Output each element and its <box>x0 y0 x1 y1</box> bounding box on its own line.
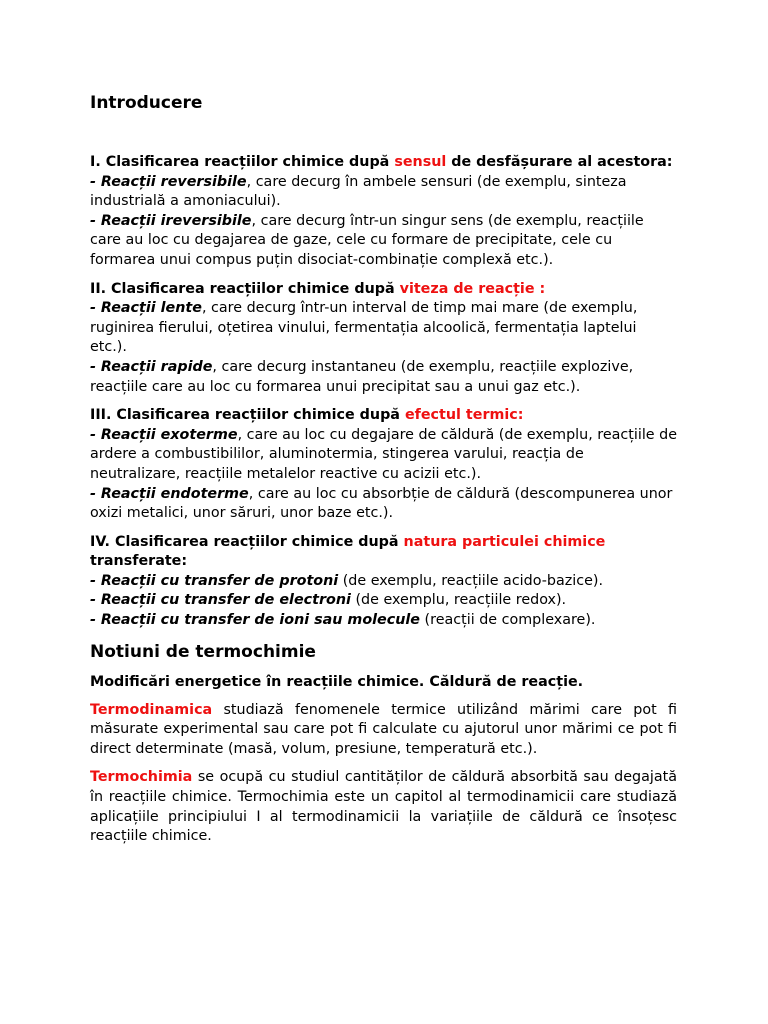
paragraph-term: Termochimia <box>90 769 193 786</box>
section-sens <box>90 153 677 271</box>
heading-suffix: de desfășurare al acestora: <box>446 154 673 170</box>
heading-highlight: sensul <box>394 154 447 170</box>
thermo-subtitle: Modificări energetice în reacțiile chimice. Căldură de reacție. <box>90 673 584 690</box>
item-text: , care decurg într-un singur sens (de exemplu, reacțiile care au loc cu degajarea de gaze, cele cu formare de precipitate, cele cu formarea unui compus puțin disociat-combinație complexă etc.). <box>90 212 644 268</box>
item-text: (de exemplu, reacțiile acido-bazice). <box>338 572 603 589</box>
item-term: - Reacții reversibile <box>90 173 247 190</box>
list-item <box>90 299 677 358</box>
item-text: , care au loc cu absorbție de căldură (descompunerea unor oxizi metalici, unor săruri, unor baze etc.). <box>90 485 673 522</box>
item-term: - Reacții exoterme <box>90 426 238 443</box>
heading-highlight: efectul termic: <box>404 407 524 424</box>
paragraph-term: Termodinamica <box>90 701 213 718</box>
list-item <box>90 572 677 592</box>
section-heading <box>90 406 677 426</box>
document-page <box>90 91 677 856</box>
heading-suffix: transferate: <box>90 553 188 570</box>
heading-prefix: IV. Clasificarea reacțiilor chimice după <box>90 533 404 550</box>
list-item <box>90 611 677 631</box>
item-text: , care decurg în ambele sensuri (de exemplu, sinteza industrială a amoniacului). <box>90 173 627 210</box>
item-text: , care decurg instantaneu (de exemplu, reacțiile explozive, reacțiile care au loc cu formarea unui precipitat sau a unui gaz etc.). <box>90 358 634 395</box>
paragraph-termochimia <box>90 768 677 846</box>
section-heading <box>90 280 677 300</box>
section-heading <box>90 153 677 173</box>
item-term: - Reacții ireversibile <box>90 212 252 229</box>
list-item <box>90 358 677 397</box>
paragraph-text: se ocupă cu studiul cantităților de căldură absorbită sau degajată în reacțiile chimice. Termochimia este un capitol al termodinamicii care studiază aplicațiile principiului I al termodinamicii la variațiile de căldură ce însoțesc reacțiile chimice. <box>90 769 677 845</box>
heading-prefix: I. Clasificarea reacțiilor chimice după <box>90 154 395 170</box>
intro-title: Introducere <box>90 93 203 113</box>
item-text: , care au loc cu degajare de căldură (de exemplu, reacțiile de ardere a combustibililor, aluminotermia, stingerea varului, reacția de neutralizare, reacțiile metalelor reactive cu acizii etc.). <box>90 426 678 482</box>
section-viteza <box>90 280 677 398</box>
heading-prefix: II. Clasificarea reacțiilor chimice după <box>90 280 400 297</box>
heading-highlight: natura particulei chimice <box>403 533 606 550</box>
paragraph-text: studiază fenomenele termice utilizând mărimi care pot fi măsurate experimental sau care pot fi calculate cu ajutorul unor mărimi ce pot fi direct determinate (masă, volum, presiune, temperatură etc.). <box>90 701 677 757</box>
list-item <box>90 173 677 212</box>
thermo-title: Notiuni de termochimie <box>90 641 316 662</box>
list-item <box>90 212 677 271</box>
item-text: (reacții de complexare). <box>420 612 596 629</box>
paragraph-termodinamica <box>90 701 677 760</box>
item-term: - Reacții endoterme <box>90 485 249 502</box>
list-item <box>90 426 677 485</box>
heading-prefix: III. Clasificarea reacțiilor chimice după <box>90 407 405 424</box>
section-natura-particulei <box>90 533 677 631</box>
section-efect-termic <box>90 406 677 524</box>
item-term: - Reacții cu transfer de protoni <box>90 572 339 589</box>
item-text: (de exemplu, reacțiile redox). <box>350 592 567 609</box>
item-term: - Reacții rapide <box>90 358 213 375</box>
list-item <box>90 485 677 524</box>
item-text: , care decurg într-un interval de timp mai mare (de exemplu, ruginirea fierului, oțetirea vinului, fermentația alcoolică, fermentația laptelui etc.). <box>90 300 638 356</box>
list-item <box>90 591 677 611</box>
section-heading <box>90 533 677 572</box>
item-term: - Reacții cu transfer de electroni <box>90 592 351 609</box>
item-term: - Reacții lente <box>90 300 202 317</box>
item-term: - Reacții cu transfer de ioni sau molecule <box>90 612 421 629</box>
heading-highlight: viteza de reacție : <box>399 280 546 297</box>
